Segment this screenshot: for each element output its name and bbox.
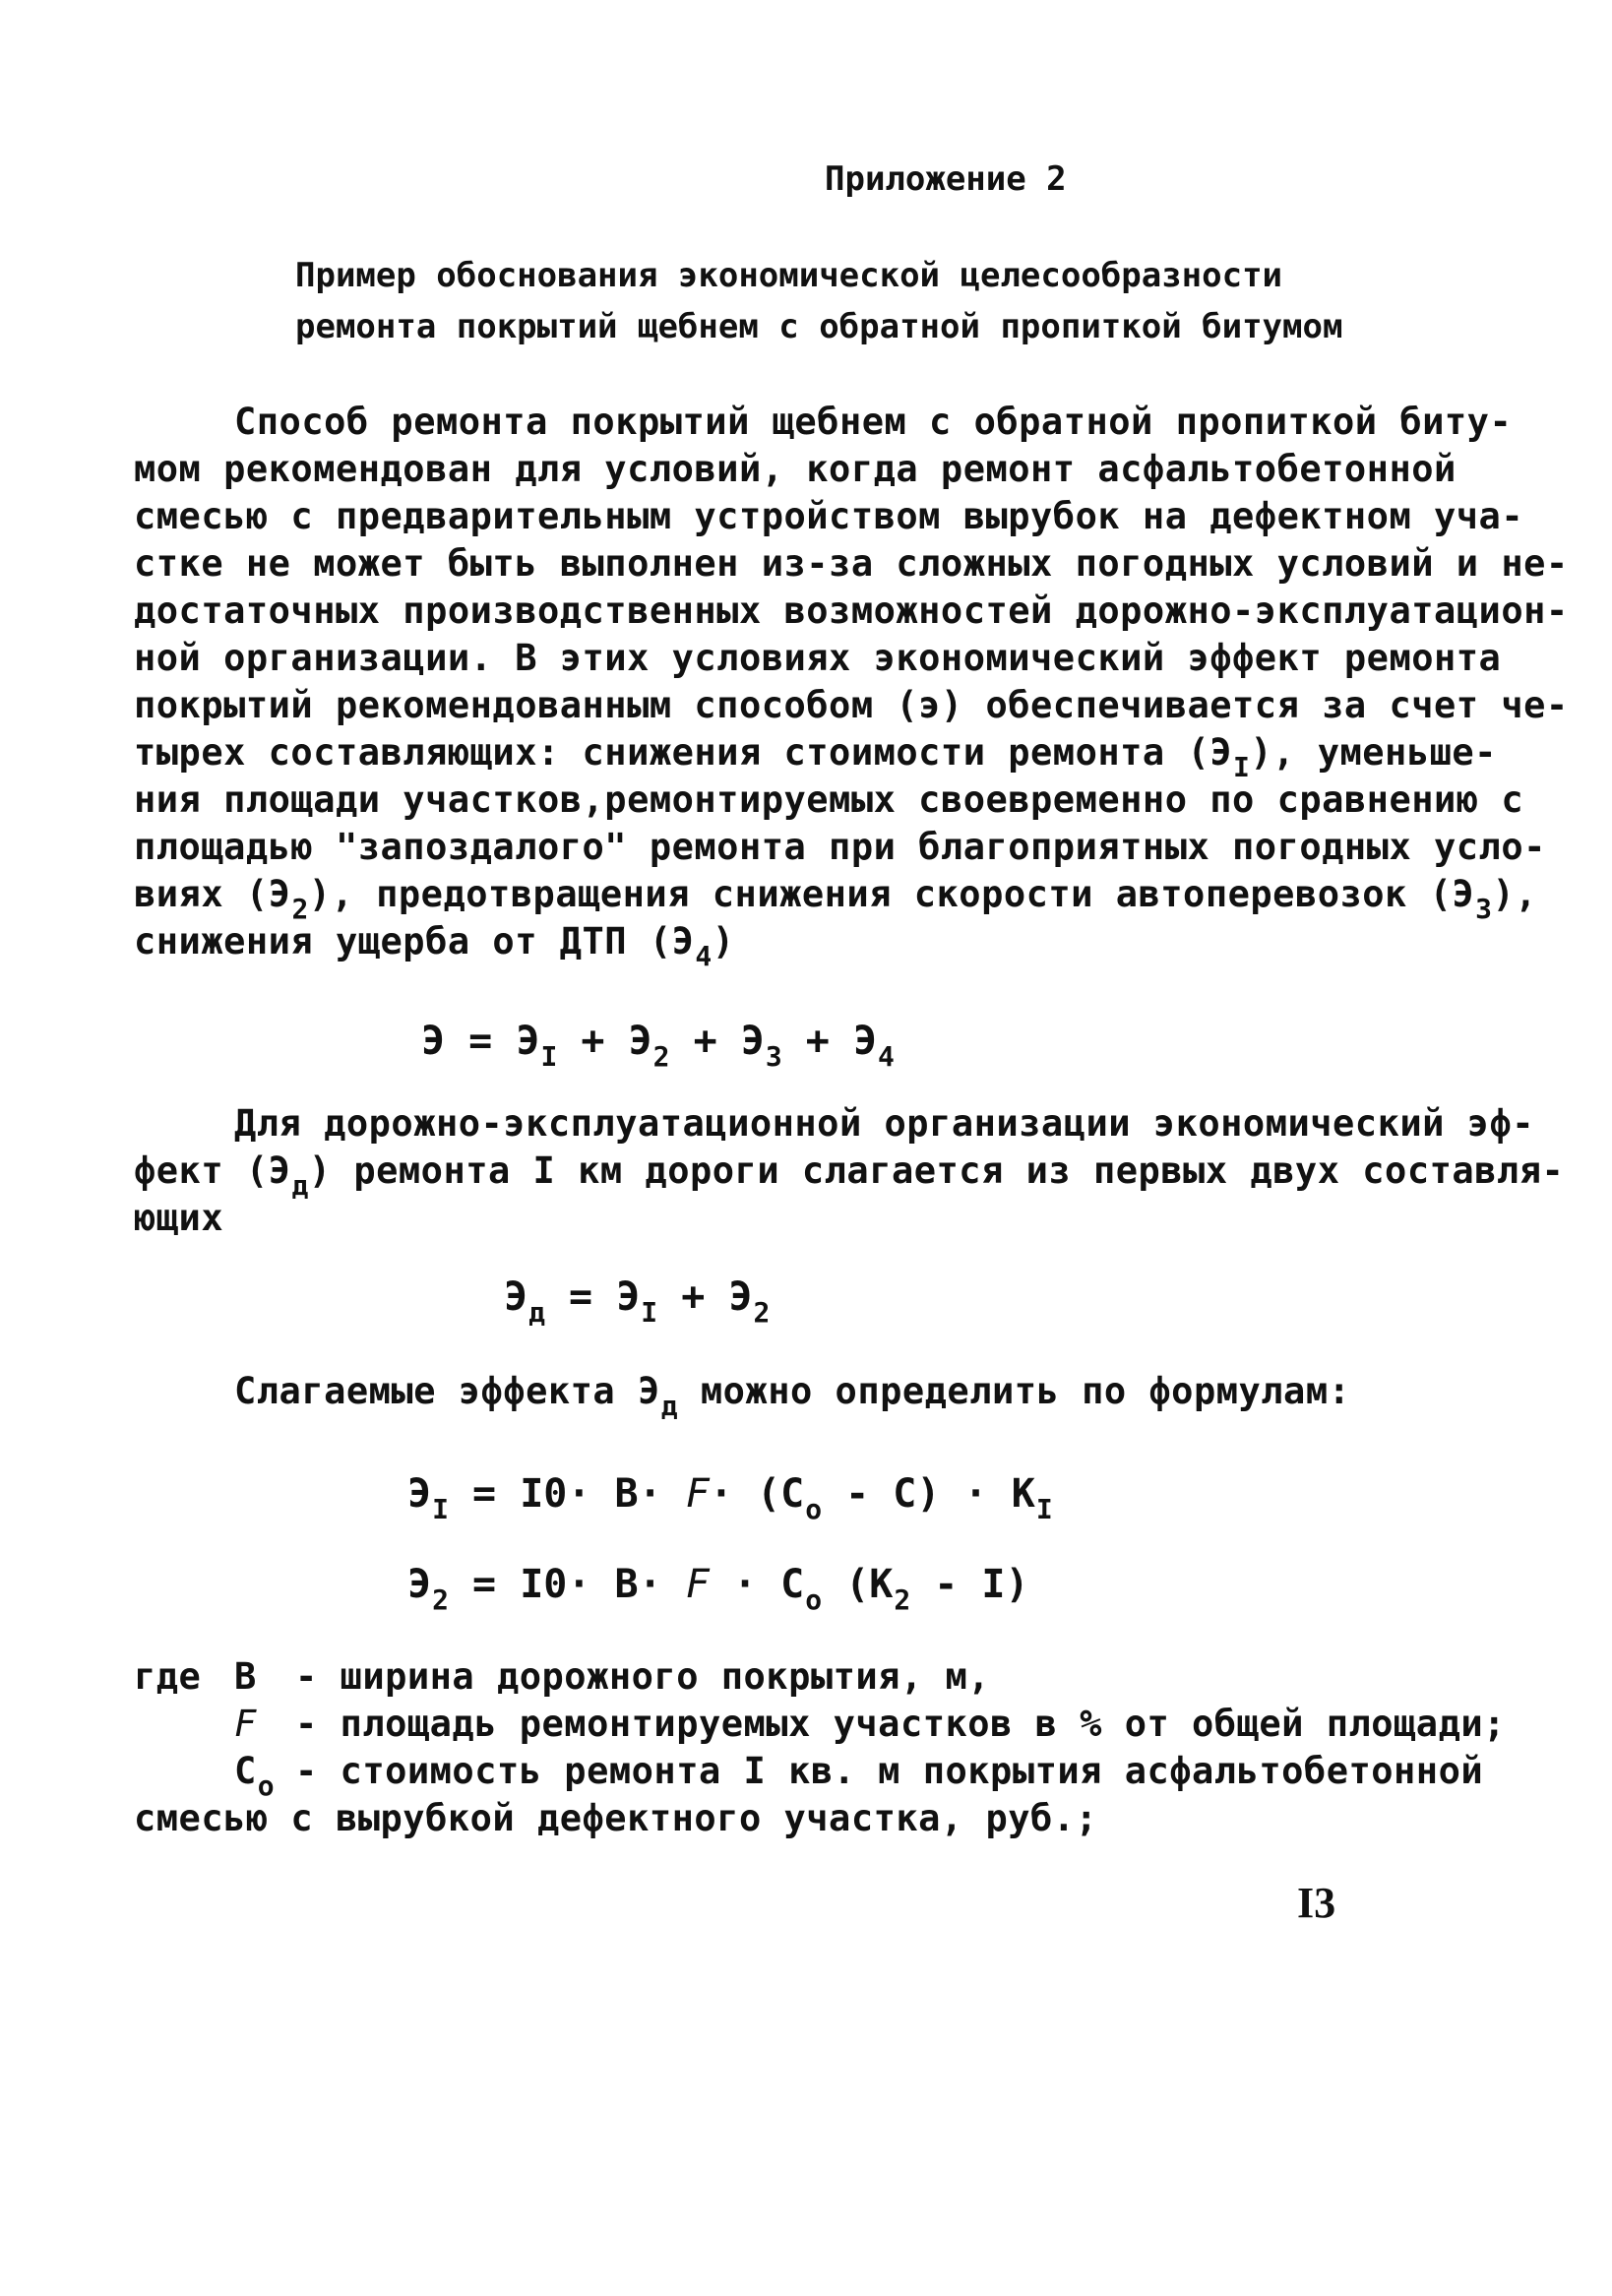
formula-symbol: Э <box>504 1274 528 1320</box>
formula-text: · (C <box>709 1471 805 1517</box>
subscript: 2 <box>432 1583 449 1616</box>
subscript: 3 <box>1475 893 1493 925</box>
subscript: I <box>1233 751 1251 783</box>
formula-symbol: Э <box>740 1019 765 1064</box>
subscript: 2 <box>753 1296 771 1329</box>
title-line-1: Пример обоснования экономической целесообразности <box>295 256 1283 295</box>
subscript: I <box>540 1040 558 1073</box>
paragraph-1-line: мом рекомендован для условий, когда ремонт асфальтобетонной <box>134 448 1457 490</box>
subscript: 3 <box>765 1040 782 1073</box>
formula-effect-2 <box>407 1557 1029 1628</box>
paragraph-1-line: Способ ремонта покрытий щебнем с обратной пропиткой биту- <box>234 401 1513 443</box>
paragraph-1-line <box>134 918 735 980</box>
formula-symbol: Э <box>728 1274 753 1320</box>
definition-text-c0: - стоимость ремонта I кв. м покрытия асфальтобетонной <box>295 1750 1484 1792</box>
formula-symbol: Э <box>407 1471 432 1517</box>
formula-symbol: Э <box>628 1019 652 1064</box>
text-fragment: ), уменьше- <box>1250 731 1497 774</box>
formula-text: = I0· B· <box>448 1471 686 1517</box>
paragraph-2-line: Для дорожно-эксплуатационной организации экономический эф- <box>234 1102 1535 1145</box>
subscript: д <box>528 1296 545 1329</box>
formula-symbol: Э <box>407 1562 432 1607</box>
formula-symbol: Э <box>516 1019 540 1064</box>
formula-effect-1 <box>407 1466 1053 1537</box>
paragraph-1-line: покрытий рекомендованным способом (э) обеспечивается за счет че- <box>134 684 1569 726</box>
text-fragment: ) <box>712 920 735 962</box>
formula-text: - I) <box>910 1562 1029 1607</box>
subscript: 2 <box>652 1040 670 1073</box>
formula-text: = I0· B· <box>448 1562 686 1607</box>
formula-text: - C) · K <box>822 1471 1035 1517</box>
paragraph-1-line: ния площади участков,ремонтируемых своевременно по сравнению с <box>134 778 1524 821</box>
definition-where: где <box>134 1655 202 1698</box>
text-fragment: ) ремонта I км дороги слагается из первых двух составля- <box>308 1149 1565 1192</box>
subscript: д <box>660 1390 679 1422</box>
text-fragment: ), предотвращения снижения скорости автоперевозок (Э <box>308 873 1475 915</box>
subscript: 4 <box>878 1040 895 1073</box>
subscript: o <box>805 1493 823 1525</box>
paragraph-1-line: ной организации. В этих условиях экономический эффект ремонта <box>134 637 1502 679</box>
subscript: o <box>257 1769 276 1802</box>
formula-symbol: F <box>685 1471 710 1517</box>
formula-road-effect: $Э_д = Э_I + Э_2$ <box>504 1274 771 1329</box>
definition-text-b: - ширина дорожного покрытия, м, <box>295 1655 991 1698</box>
definition-text-f: - площадь ремонтируемых участков в % от общей площади; <box>295 1703 1506 1745</box>
subscript: д <box>291 1169 309 1202</box>
subscript: 2 <box>291 893 309 925</box>
subscript: I <box>1035 1493 1053 1525</box>
text-fragment: снижения ущерба от ДТП (Э <box>134 920 695 962</box>
paragraph-1-line: стке не может быть выполнен из-за сложных погодных условий и не- <box>134 542 1569 585</box>
paragraph-1-line: площадью "запоздалого" ремонта при благоприятных погодных усло- <box>134 826 1546 868</box>
title-line-2: ремонта покрытий щебнем с обратной пропиткой битумом <box>295 307 1343 346</box>
text-fragment: Слагаемые эффекта Э <box>234 1370 660 1412</box>
text-fragment: фект (Э <box>134 1149 291 1192</box>
paragraph-1-line: достаточных производственных возможностей дорожно-эксплуатацион- <box>134 590 1569 632</box>
paragraph-3-line <box>234 1368 1350 1430</box>
definition-symbol-f: F <box>234 1703 257 1745</box>
subscript: I <box>641 1296 658 1329</box>
page-number: I3 <box>1297 1879 1336 1927</box>
formula-symbol: Э <box>421 1019 446 1064</box>
subscript: o <box>805 1583 823 1616</box>
formula-symbol: Э <box>852 1019 878 1064</box>
definition-text-c0-continued: смесью с вырубкой дефектного участка, руб.; <box>134 1797 1098 1839</box>
formula-total-effect: $Э = Э_I + Э_2 + Э_3 + Э_4$ <box>421 1019 895 1073</box>
paragraph-1-line: смесью с предварительным устройством вырубок на дефектном уча- <box>134 495 1524 537</box>
paragraph-2-line: ющих <box>134 1197 224 1239</box>
definition-symbol-b: B <box>234 1655 257 1698</box>
formula-text: · C <box>709 1562 805 1607</box>
subscript: I <box>432 1493 449 1525</box>
text-fragment: виях (Э <box>134 873 291 915</box>
subscript: 2 <box>894 1583 911 1616</box>
formula-symbol: Э <box>616 1274 641 1320</box>
formula-symbol: F <box>685 1562 710 1607</box>
appendix-label: Приложение 2 <box>825 159 1067 199</box>
subscript: 4 <box>695 940 713 972</box>
text-fragment: ), <box>1492 873 1538 915</box>
text-fragment: тырех составляющих: снижения стоимости ремонта (Э <box>134 731 1233 774</box>
paragraph-2-line <box>134 1148 1564 1210</box>
text-fragment: C <box>234 1750 257 1792</box>
text-fragment: можно определить по формулам: <box>678 1370 1351 1412</box>
formula-text: (K <box>822 1562 894 1607</box>
